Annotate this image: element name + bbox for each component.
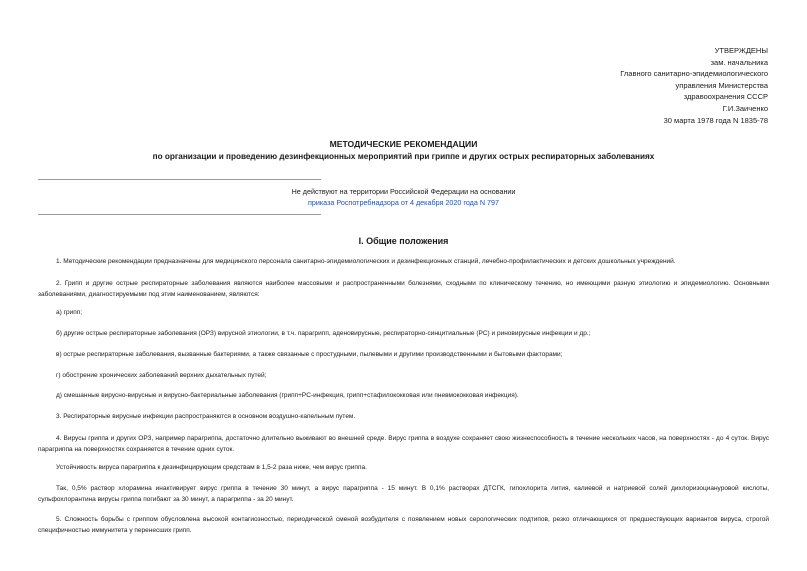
approval-line: Главного санитарно-эпидемиологического xyxy=(620,69,768,79)
paragraph: 1. Методические рекомендации предназначены для медицинского персонала санитарно-эпидемиологических и дезинфекционных станций, лечебно-профилактических и детских дошкольных учреждений. xyxy=(56,258,676,265)
paragraph: Так, 0,5% раствор хлорамина инактивирует вирус гриппа в течение 30 минут, а вирус парагриппа - 15 минут. В 0,1% растворах ДТСГК, гипохлорита лития, калиевой и натриевой солей дихлоризоциануровой кислоты, сульфохлорантина вирусы гриппа погибают за 30 минут, а парагриппа - за 20 минут. xyxy=(38,485,769,504)
status-notice: Не действуют на территории Российской Федерации на основании xyxy=(291,187,516,196)
paragraph: г) обострение хронических заболеваний верхних дыхательных путей; xyxy=(56,372,267,379)
approval-line: здравоохранения СССР xyxy=(683,92,768,102)
approval-line: УТВЕРЖДЕНЫ xyxy=(714,46,768,55)
paragraph: в) острые респираторные заболевания, вызванные бактериями, а также связанные с простудными, пылевыми и другими производственными и бытовыми факторами; xyxy=(56,351,563,358)
paragraph: 3. Респираторные вирусные инфекции распространяются в основном воздушно-капельным путем. xyxy=(56,413,356,420)
divider-top xyxy=(38,179,321,180)
document-subtitle: по организации и проведению дезинфекционных мероприятий при гриппе и других острых респираторных заболеваниях xyxy=(152,152,655,161)
divider-bottom xyxy=(38,214,321,215)
paragraph: д) смешанные вирусно-вирусные и вирусно-бактериальные заболевания (грипп+PC-инфекция, грипп+стафилококковая или пневмококковая инфекция). xyxy=(56,392,519,399)
paragraph: а) грипп; xyxy=(56,309,83,316)
approval-line: управления Министерства xyxy=(675,80,768,90)
document-title: МЕТОДИЧЕСКИЕ РЕКОМЕНДАЦИИ xyxy=(329,139,478,149)
paragraph: 4. Вирусы гриппа и других ОРЗ, например парагриппа, достаточно длительно выживают во внешней среде. Вирус гриппа в воздухе сохраняет свою жизнеспособность в течение нескольких часов, на поверхностях - до 4 суток. Вирус парагриппа на поверхностях сохраняется в течение одних суток. xyxy=(38,435,769,454)
paragraph: б) другие острые респираторные заболевания (ОРЗ) вирусной этиологии, в т.ч. парагрипп, аденовирусные, респираторно-синцитиальные (PC) и риновирусные инфекции и др.; xyxy=(56,330,591,337)
paragraph: Устойчивость вируса парагриппа к дезинфицирующим средствам в 1,5-2 раза ниже, чем вирус гриппа. xyxy=(56,464,367,471)
approval-line: зам. начальника xyxy=(710,57,768,67)
section-heading: I. Общие положения xyxy=(358,236,449,246)
approval-line: Г.И.Заиченко xyxy=(722,103,768,113)
paragraph: 5. Сложность борьбы с гриппом обусловлена высокой контагиозностью, периодической сменой возбудителя с появлением новых серологических подтипов, резко отличающихся от предшествующих вариантов вируса, строгой специфичностью иммунитета у перенесших грипп. xyxy=(38,516,769,535)
approval-line: 30 марта 1978 года N 1835-78 xyxy=(663,115,768,125)
paragraph: 2. Грипп и другие острые респираторные заболевания являются наиболее массовыми и распространенными болезнями, сходными по клиническому течению, но имеющими разную этиологию и эпидемиологию. Основными заболеваниями, диагностируемыми под этим наименованием, являются: xyxy=(38,280,769,299)
order-link[interactable]: приказа Роспотребнадзора от 4 декабря 2020 года N 797 xyxy=(307,198,500,207)
approval-block xyxy=(468,45,768,126)
